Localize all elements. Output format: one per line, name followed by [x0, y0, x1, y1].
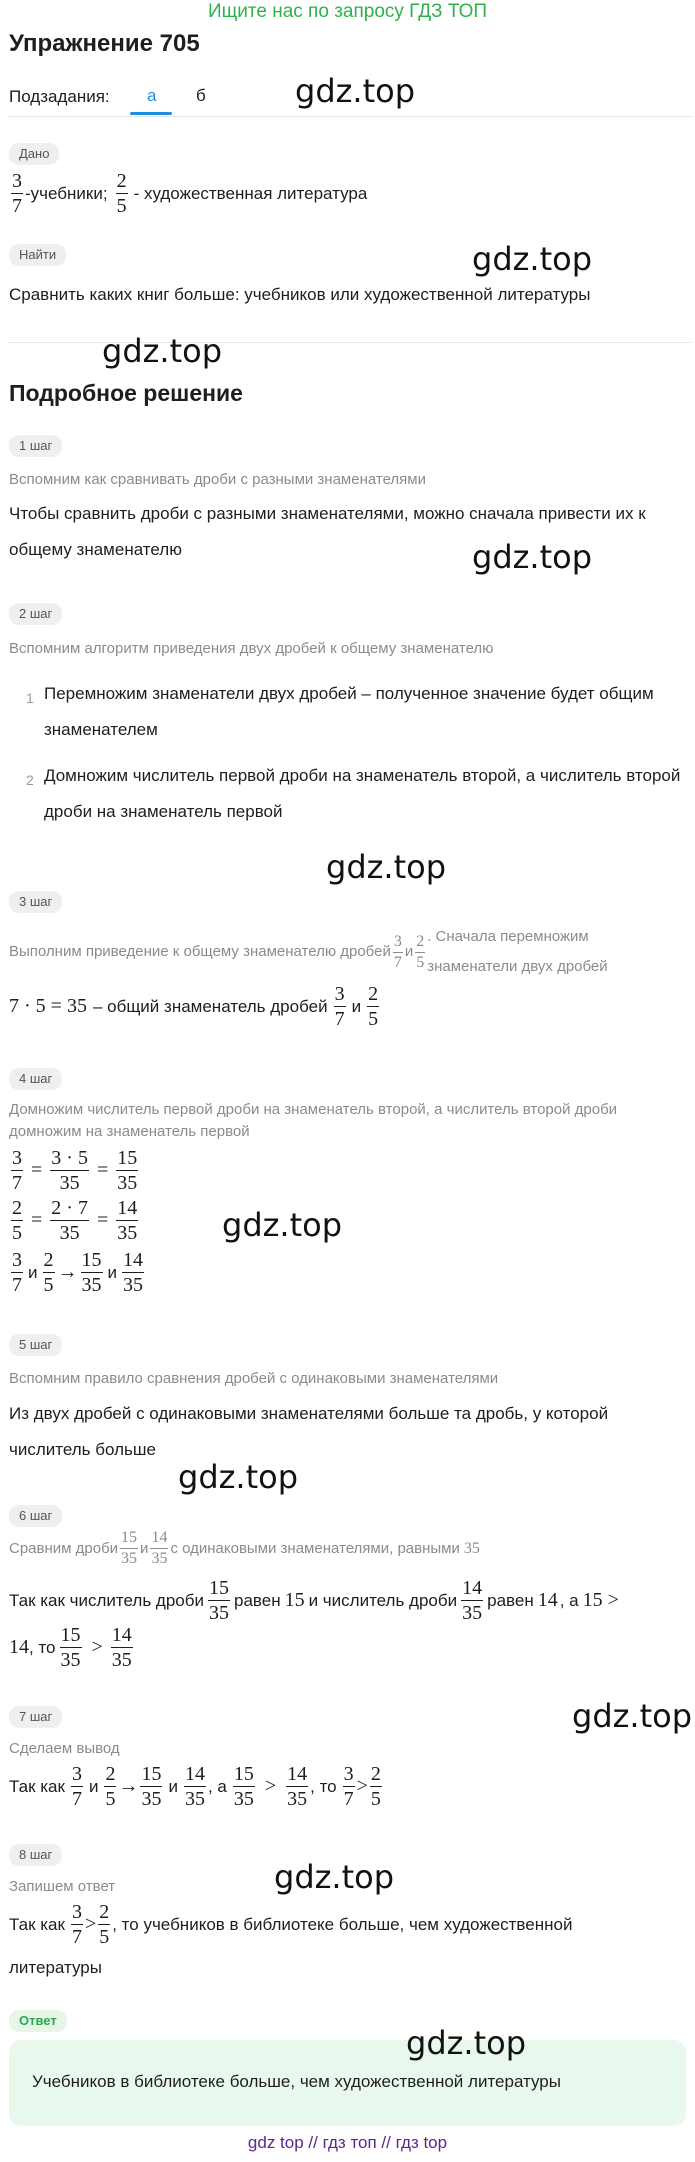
step-4-badge: 4 шаг [9, 1068, 62, 1090]
tab-a[interactable]: а [147, 86, 157, 105]
step-6-cmp: 15 > [582, 1589, 619, 1611]
step-3-hint-2: . Сначала перемножим знаменатели двух дробей [427, 928, 608, 975]
step-7-and: и [88, 1776, 99, 1796]
search-hint-link[interactable]: Ищите нас по запросу ГДЗ ТОП [207, 1, 488, 22]
step-8-t1: Так как [9, 1914, 65, 1934]
list-number: 2 [26, 772, 34, 788]
step-6-l2b: , то [29, 1637, 56, 1657]
step-6-hint-1: Сравним дроби [9, 1540, 119, 1557]
list-number: 1 [26, 690, 34, 706]
given-text-1: -учебники; [25, 183, 108, 203]
step-6-v15: 15 [284, 1589, 305, 1611]
step-1-hint: Вспомним как сравнивать дроби с разными знаменателями [9, 471, 426, 488]
step-3-hint: Выполним приведение к общему знаменателю дробей $\frac{3}{7}$ и $\frac{2}{5}$ . Сначала перемножим знаменатели двух дробей [9, 922, 689, 982]
step-3-expr-line: 7 · 5 = 35 – общий знаменатель дробей $\frac{3}{7}$ и $\frac{2}{5}$ [9, 983, 379, 1030]
step-5-hint: Вспомним правило сравнения дробей с одинаковыми знаменателями [9, 1370, 499, 1387]
divider [9, 116, 692, 117]
subtasks-label: Подзадания: [9, 87, 110, 106]
watermark: gdz.top [102, 332, 223, 370]
watermark: gdz.top [326, 848, 447, 886]
step-4-eq-1: $\frac{3}{7}$ = $\frac{3 \cdot 5}{35}$ = $\frac{15}{35}$ [12, 1147, 138, 1194]
step-6-t2: равен [233, 1590, 281, 1610]
step-8-line: Так как $\frac{3}{7}$ > $\frac{2}{5}$ , то учебников в библиотеке больше, чем художественной [9, 1901, 573, 1948]
step-7-hint: Сделаем вывод [9, 1740, 120, 1757]
given-text-2: - художественная литература [133, 183, 368, 203]
watermark: gdz.top [295, 72, 416, 110]
watermark: gdz.top [472, 240, 593, 278]
step-3-badge: 3 шаг [9, 891, 62, 913]
step-1-badge: 1 шаг [9, 435, 62, 457]
answer-badge: Ответ [9, 2010, 67, 2032]
step-6-line-2: 14 , то $\frac{15}{35}$ > $\frac{14}{35}$ [9, 1624, 132, 1671]
step-7-t2: , а [207, 1776, 227, 1796]
step-5-text: Из двух дробей с одинаковыми знаменателями больше та дробь, у которой числитель больше [9, 1404, 609, 1459]
step-8-badge: 8 шаг [9, 1844, 62, 1866]
step-4-hint: Домножим числитель первой дроби на знаменатель второй, а числитель второй дроби домножим на знаменатель первой [9, 1101, 618, 1140]
step-6-t1: Так как числитель дроби [9, 1590, 204, 1610]
given-badge: Дано [9, 143, 59, 165]
tab-active-indicator [130, 112, 172, 115]
step-3-hint-1: Выполним приведение к общему знаменателю дробей [9, 943, 391, 960]
step-7-t1: Так как [9, 1776, 65, 1796]
watermark: gdz.top [472, 538, 593, 576]
step-2-item-1: Перемножим знаменатели двух дробей – полученное значение будет общим знаменателем [44, 684, 654, 739]
step-6-badge: 6 шаг [9, 1505, 62, 1527]
step-6-hint-2: с одинаковыми знаменателями, равными [170, 1540, 460, 1557]
step-3-and: и [351, 996, 362, 1016]
step-8-t3: литературы [9, 1958, 102, 1977]
step-4-and: и [28, 1262, 38, 1282]
solution-title: Подробное решение [9, 380, 243, 406]
watermark: gdz.top [222, 1206, 343, 1244]
step-2-badge: 2 шаг [9, 603, 62, 625]
step-6-t3: и числитель дроби [308, 1590, 458, 1610]
step-7-t3: , то [310, 1776, 337, 1796]
find-badge: Найти [9, 244, 66, 266]
step-8-hint: Запишем ответ [9, 1878, 116, 1895]
step-6-line-1: Так как числитель дроби $\frac{15}{35}$ равен 15 и числитель дроби $\frac{14}{35}$ равен 14 , а 15 > [9, 1577, 619, 1624]
watermark: gdz.top [406, 2024, 527, 2062]
step-6-v14: 14 [537, 1589, 558, 1611]
step-6-l2a: 14 [9, 1636, 29, 1658]
step-4-eq-3: $\frac{3}{7}$ и $\frac{2}{5}$ → $\frac{15}{35}$ и $\frac{14}{35}$ [12, 1249, 143, 1296]
step-1-text: Чтобы сравнить дроби с разными знаменателями, можно сначала привести их к общему знаменателю [9, 504, 646, 559]
step-8-t2: , то учебников в библиотеке больше, чем художественной [112, 1914, 573, 1934]
step-2-item-2: Домножим числитель первой дроби на знаменатель второй, а числитель второй дроби на знаменатель первой [44, 766, 681, 821]
step-6-hint-and: и [140, 1540, 149, 1557]
footer-links[interactable]: gdz top // гдз топ // гдз top [247, 2133, 448, 2152]
watermark: gdz.top [572, 1697, 693, 1735]
step-4-and: и [107, 1262, 117, 1282]
page-title: Упражнение 705 [9, 30, 200, 57]
answer-text: Учебников в библиотеке больше, чем художественной литературы [32, 2072, 561, 2091]
step-4-eq-2: $\frac{2}{5}$ = $\frac{2 \cdot 7}{35}$ = $\frac{14}{35}$ [12, 1197, 138, 1244]
step-3-hint-and: и [404, 943, 414, 960]
step-7-line: Так как $\frac{3}{7}$ и $\frac{2}{5}$ → $\frac{15}{35}$ и $\frac{14}{35}$ , а $\frac{15}{35}$ > $\frac{14}{35}$ , то $\frac{3}{7}$ > $\frac{2}{5}$ [9, 1763, 381, 1810]
step-6-hint: Сравним дроби $\frac{15}{35}$ и $\frac{14}{35}$ с одинаковыми знаменателями, равными 35 [9, 1529, 480, 1567]
watermark: gdz.top [178, 1458, 299, 1496]
watermark: gdz.top [274, 1858, 395, 1896]
step-7-badge: 7 шаг [9, 1706, 62, 1728]
step-6-hint-num: 35 [463, 1539, 480, 1557]
step-7-and: и [168, 1776, 178, 1796]
tab-b[interactable]: б [196, 86, 206, 105]
step-2-hint: Вспомним алгоритм приведения двух дробей к общему знаменателю [9, 640, 494, 657]
step-3-text: – общий знаменатель дробей [92, 996, 328, 1016]
find-text: Сравнить каких книг больше: учебников или художественной литературы [9, 285, 591, 304]
step-3-expr: 7 · 5 = 35 [9, 995, 87, 1017]
given-line: $\frac{3}{7}$ -учебники; $\frac{2}{5}$ - художественная литература [12, 170, 368, 217]
step-6-t5: , а [559, 1590, 579, 1610]
step-6-t4: равен [487, 1590, 534, 1610]
step-5-badge: 5 шаг [9, 1334, 62, 1356]
